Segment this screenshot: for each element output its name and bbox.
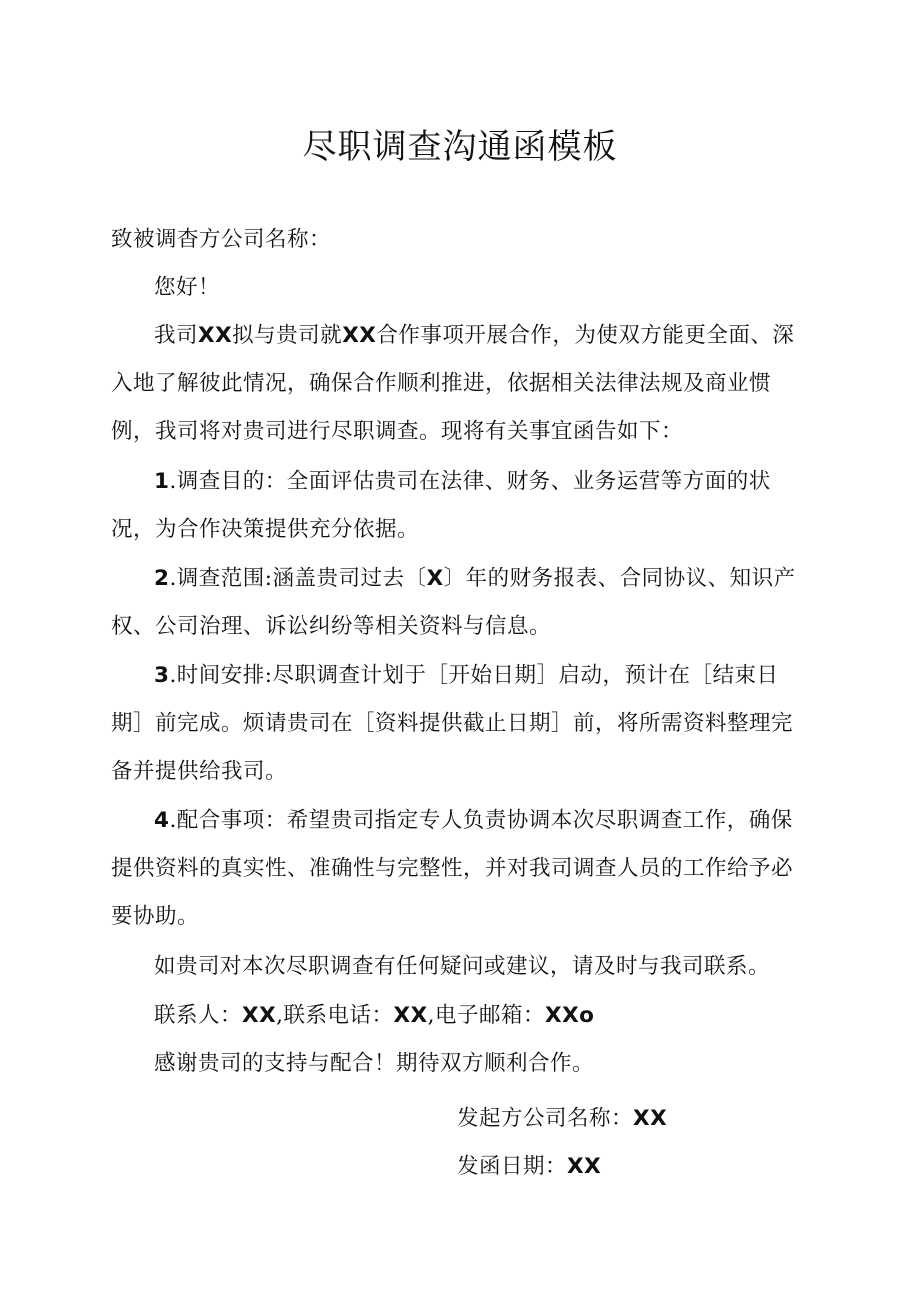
signature-date-value: XX — [567, 1154, 602, 1179]
item-2-placeholder: X — [426, 566, 444, 591]
intro-paragraph — [111, 312, 811, 456]
item-1 — [111, 458, 811, 554]
contact-line — [154, 992, 854, 1040]
intro-text-2: 拟与贵司就 — [232, 323, 343, 348]
item-3 — [111, 652, 811, 796]
signature-company-value: XX — [633, 1106, 668, 1131]
contact-person-value: XX — [242, 1003, 277, 1028]
item-1-number: 1 — [154, 469, 170, 494]
intro-text-1: 我司 — [154, 323, 199, 348]
item-2 — [111, 555, 811, 651]
signature-company-label: 发起方公司名称： — [457, 1106, 634, 1131]
item-4-number: 4 — [154, 808, 170, 833]
item-2-text-after: 〕年的财务报表、合同协议、知识产权、公司治理、诉讼纠纷等相关资料与信息。 — [111, 566, 796, 639]
contact-person-label: 联系人： — [154, 1003, 243, 1028]
intro-placeholder-1: XX — [198, 323, 233, 348]
signature-date-label: 发函日期： — [457, 1154, 568, 1179]
item-4-text: .配合事项：希望贵司指定专人负责协调本次尽职调查工作，确保提供资料的真实性、准确性与完整性，并对我司调查人员的工作给予必要协助。 — [111, 808, 794, 929]
item-1-text: .调查目的：全面评估贵司在法律、财务、业务运营等方面的状况，为合作决策提供充分依据。 — [111, 469, 771, 542]
signature-company — [457, 1095, 667, 1143]
contact-email-label: ,电子邮箱： — [427, 1003, 546, 1028]
item-3-number: 3 — [154, 663, 170, 688]
signature-date — [457, 1143, 601, 1191]
thanks-line: 感谢贵司的支持与配合！期待双方顺利合作。 — [154, 1051, 595, 1076]
intro-text-3: 合作事项开展合作，为使双方能更全面、深入地了解彼此情况，确保合作顺利推进，依据相关法律法规及商业惯例，我司将对贵司进行尽职调查。现将有关事宜函告如下： — [111, 323, 795, 444]
recipient-line: 致被调杳方公司名称： — [111, 227, 332, 252]
item-4 — [111, 797, 811, 941]
contact-phone-label: ,联系电话： — [276, 1003, 394, 1028]
closing-line: 如贵司对本次尽职调查有任何疑问或建议，请及时与我司联系。 — [154, 954, 771, 979]
page-title: 尽职调查沟通函模板 — [302, 127, 618, 167]
greeting: 您好！ — [154, 275, 221, 300]
intro-placeholder-2: XX — [342, 323, 377, 348]
item-2-text-before: .调查范围:涵盖贵司过去〔 — [169, 566, 427, 591]
item-2-number: 2 — [154, 566, 170, 591]
item-3-text: .时间安排:尽职调查计划于［开始日期］启动，预计在［结束日期］前完成。烦请贵司在［资料提供截止日期］前，将所需资料整理完备并提供给我司。 — [111, 663, 794, 784]
contact-phone-value: XX — [393, 1003, 428, 1028]
contact-email-value: XXo — [545, 1003, 595, 1028]
